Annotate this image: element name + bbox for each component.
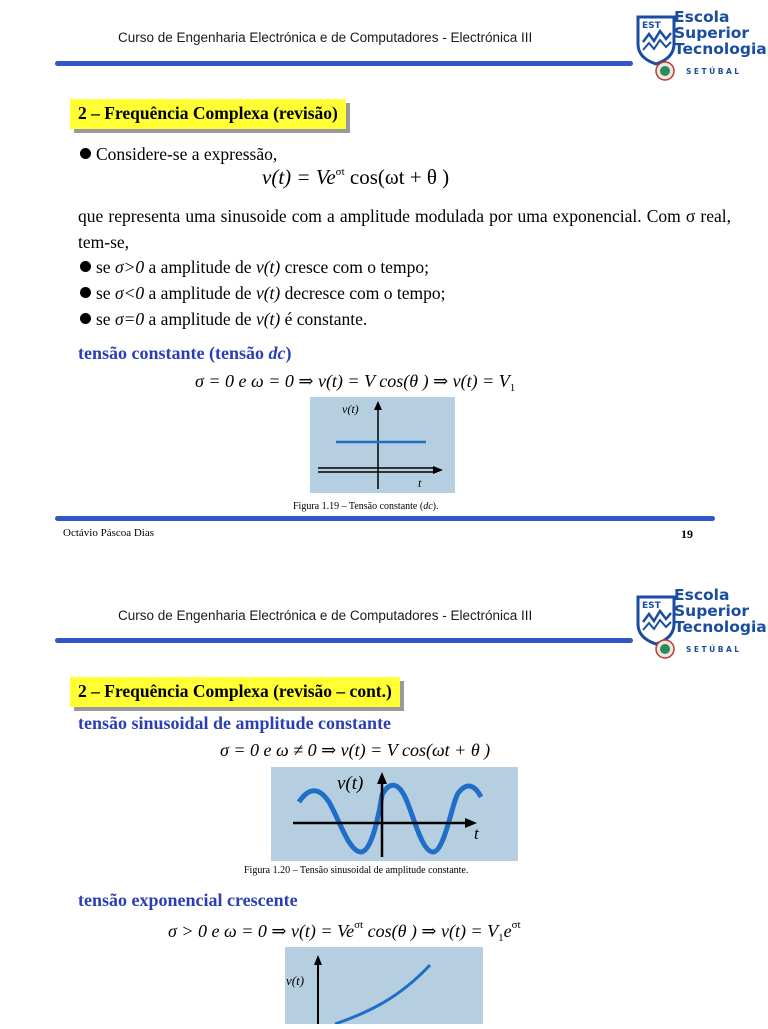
seal-icon xyxy=(654,638,676,660)
plot-sin-ylabel: v(t) xyxy=(337,773,364,794)
bullet-item: se σ>0 a amplitude de v(t) cresce com o tempo; xyxy=(80,254,740,280)
equation-dc xyxy=(195,371,515,392)
plot-sinusoidal xyxy=(271,767,518,861)
intro-line xyxy=(80,141,277,167)
shield-icon xyxy=(634,14,678,66)
intro-text: Considere-se a expressão, xyxy=(96,144,278,164)
logo-subtitle: SETÚBAL xyxy=(686,645,742,654)
main-equation xyxy=(262,165,449,190)
page-number: 19 xyxy=(681,527,693,541)
eq-dc-sub: 1 xyxy=(509,382,516,394)
figure-caption-1-20: Figura 1.20 – Tensão sinusoidal de amplitude constante. xyxy=(244,865,469,876)
plot-exponential xyxy=(285,947,483,1024)
logo-line-2: Superior xyxy=(674,24,750,42)
bullet-dot xyxy=(80,148,91,159)
description-paragraph: que representa uma sinusoide com a amplitude modulada por uma exponencial. Com σ real, tem-se, xyxy=(78,206,731,252)
plot-exp-ylabel: v(t) xyxy=(286,973,305,988)
plot-sin-graphic xyxy=(271,767,518,861)
eq-main-lhs: v(t) = Ve xyxy=(262,165,336,189)
equation-exponential: σ > 0 e ω = 0 ⇒ $v(t) = Ve^{\sigma t}$ cos(θ ) ⇒ $v(t) = V_1e^{\sigma t}$ xyxy=(168,919,521,944)
section-heading-exponential: tensão exponencial crescente xyxy=(78,890,298,910)
y-axis-arrow xyxy=(374,401,382,410)
logo-line-1: Escola xyxy=(674,586,730,604)
logo-line-2: Superior xyxy=(674,602,750,620)
eq-main-exp: σt xyxy=(335,166,345,178)
course-header: Curso de Engenharia Electrónica e de Computadores - Electrónica III xyxy=(118,608,533,623)
logo-badge: EST xyxy=(642,601,661,611)
logo-line-1: Escola xyxy=(674,8,730,26)
footer-rule xyxy=(55,516,715,521)
bullet-dot xyxy=(80,261,91,272)
plot-dc-graphic xyxy=(310,397,455,493)
slide-title: 2 – Frequência Complexa (revisão – cont.) xyxy=(70,677,400,707)
logo-badge: EST xyxy=(642,21,661,31)
seal-icon xyxy=(654,60,676,82)
section-heading-sinusoidal: tensão sinusoidal de amplitude constante xyxy=(78,713,392,733)
logo-line-3: Tecnologia xyxy=(674,40,767,58)
slide-title: 2 – Frequência Complexa (revisão) xyxy=(70,99,346,129)
course-header: Curso de Engenharia Electrónica e de Computadores - Electrónica III xyxy=(118,30,533,45)
eq-dc-text: σ = 0 e ω = 0 ⇒ v(t) = V cos(θ ) ⇒ v(t) = V xyxy=(195,371,510,391)
bullet-list xyxy=(80,254,740,332)
x-axis-arrow xyxy=(433,466,443,474)
plot-dc-ylabel: v(t) xyxy=(342,402,359,416)
sine-curve xyxy=(299,785,481,852)
logo-line-3: Tecnologia xyxy=(674,618,767,636)
plot-dc xyxy=(310,397,455,493)
header-rule xyxy=(55,61,633,66)
header-rule xyxy=(55,638,633,643)
logo-subtitle: SETÚBAL xyxy=(686,67,742,76)
eq-sin-text: σ = 0 e ω ≠ 0 ⇒ v(t) = V cos(ωt + θ ) xyxy=(220,740,491,760)
bullet-item: se σ<0 a amplitude de v(t) decresce com o tempo; xyxy=(80,280,740,306)
equation-sinusoidal xyxy=(220,740,490,761)
plot-sin-xlabel: t xyxy=(474,824,479,843)
footer-author: Octávio Páscoa Dias xyxy=(63,527,155,539)
bullet-dot xyxy=(80,313,91,324)
exponential-curve xyxy=(335,965,430,1024)
bullet-dot xyxy=(80,287,91,298)
eq-main-rhs: cos(ωt + θ ) xyxy=(344,165,450,189)
bullet-item: se σ=0 a amplitude de v(t) é constante. xyxy=(80,306,740,332)
plot-exp-graphic xyxy=(285,947,483,1024)
plot-dc-xlabel: t xyxy=(418,476,422,490)
section-heading-dc: tensão constante (tensão dc) xyxy=(78,343,292,363)
y-axis-arrow xyxy=(377,772,387,784)
y-axis-arrow xyxy=(314,955,322,965)
figure-caption-1-19: Figura 1.19 – Tensão constante (dc). xyxy=(293,501,439,512)
